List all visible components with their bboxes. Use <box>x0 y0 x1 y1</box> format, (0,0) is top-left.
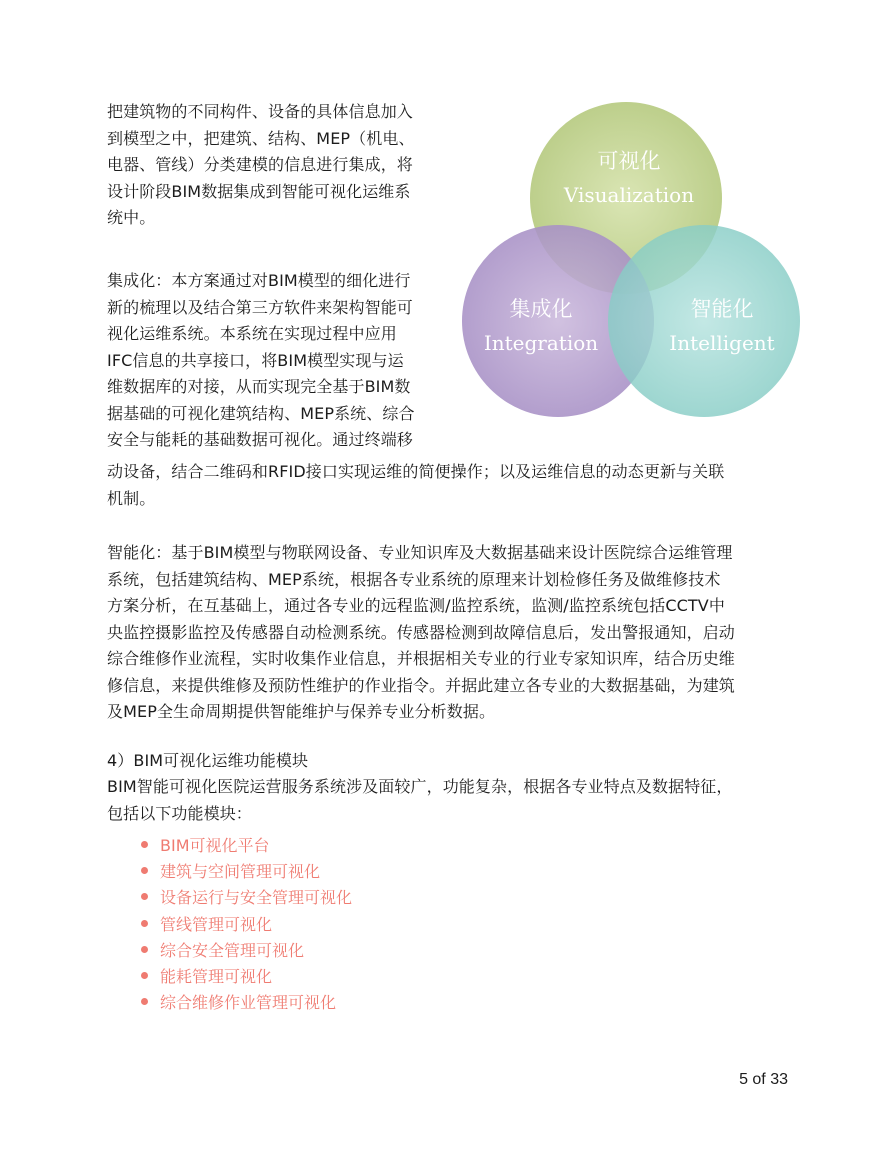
venn-diagram-svg <box>458 98 804 420</box>
text-line: 新的梳理以及结合第三方软件来架构智能可 <box>107 297 413 317</box>
text-line: 安全与能耗的基础数据可视化。通过终端移 <box>107 430 413 449</box>
text-line: 系统，包括建筑结构、MEP系统，根据各专业系统的原理来计划检修任务及做维修技术 <box>107 569 721 589</box>
section-heading <box>107 748 797 775</box>
list-item-label: 建筑与空间管理可视化 <box>160 861 321 881</box>
venn-label-intelligent-cn: 智能化 <box>690 297 754 321</box>
list-item <box>141 962 352 988</box>
list-item-label: 综合维修作业管理可视化 <box>160 993 337 1013</box>
list-item <box>141 884 352 910</box>
list-item <box>141 989 352 1015</box>
venn-circle-intelligent <box>608 225 800 417</box>
bullet-icon <box>141 998 148 1005</box>
integration-paragraph-continued <box>107 459 797 512</box>
list-item-label: 设备运行与安全管理可视化 <box>160 888 353 908</box>
text-line: 视化运维系统。本系统在实现过程中应用 <box>107 324 397 343</box>
section-heading-text: 4）BIM可视化运维功能模块 <box>107 751 309 770</box>
venn-diagram <box>458 98 804 420</box>
text-line: 方案分析，在互基础上，通过各专业的远程监测/监控系统，监测/监控系统包括CCTV中 <box>107 596 725 615</box>
venn-label-intelligent-en: Intelligent <box>669 331 775 355</box>
bullet-icon <box>141 893 148 900</box>
list-item <box>141 831 352 857</box>
text-line: BIM智能可视化医院运营服务系统涉及面较广，功能复杂，根据各专业特点及数据特征， <box>107 777 733 796</box>
text-line: 维数据库的对接，从而实现完全基于BIM数 <box>107 377 411 396</box>
text-line: 修信息，来提供维修及预防性维护的作业指令。并据此建立各专业的大数据基础，为建筑 <box>107 675 735 695</box>
venn-label-integration-en: Integration <box>483 331 599 355</box>
text-line: 智能化：基于BIM模型与物联网设备、专业知识库及大数据基础来设计医院综合运维管理 <box>107 543 733 562</box>
text-line: 把建筑物的不同构件、设备的具体信息加入 <box>107 102 413 121</box>
list-item-label: 综合安全管理可视化 <box>160 940 305 960</box>
list-item <box>141 857 352 883</box>
text-line: 到模型之中，把建筑、结构、MEP（机电、 <box>107 128 415 148</box>
text-line: 及MEP全生命周期提供智能维护与保养专业分析数据。 <box>107 702 496 721</box>
bullet-icon <box>141 841 148 848</box>
bullet-icon <box>141 920 148 927</box>
intro-paragraph <box>107 99 452 232</box>
text-line: IFC信息的共享接口，将BIM模型实现与运 <box>107 350 404 370</box>
text-line: 统中。 <box>107 208 156 227</box>
text-line: 动设备，结合二维码和RFID接口实现运维的简便操作；以及运维信息的动态更新与关联 <box>107 462 725 481</box>
venn-label-visualization-en: Visualization <box>563 183 695 207</box>
bullet-icon <box>141 972 148 979</box>
list-item <box>141 936 352 962</box>
integration-paragraph <box>107 268 452 454</box>
bullet-icon <box>141 867 148 874</box>
section-body <box>107 774 797 827</box>
text-line: 据基础的可视化建筑结构、MEP系统、综合 <box>107 403 415 423</box>
text-line: 设计阶段BIM数据集成到智能可视化运维系 <box>107 181 411 201</box>
venn-label-visualization-cn: 可视化 <box>597 149 661 173</box>
venn-label-integration-cn: 集成化 <box>509 297 573 321</box>
intelligence-paragraph <box>107 540 797 726</box>
bullet-icon <box>141 946 148 953</box>
list-item <box>141 910 352 936</box>
list-item-label: 能耗管理可视化 <box>160 967 273 987</box>
page-number: 5 of 33 <box>739 1071 788 1088</box>
list-item-label: BIM可视化平台 <box>160 835 270 855</box>
text-line: 集成化：本方案通过对BIM模型的细化进行 <box>107 271 411 290</box>
text-line: 央监控摄影监控及传感器自动检测系统。传感器检测到故障信息后，发出警报通知，启动 <box>107 622 735 642</box>
text-line: 机制。 <box>107 488 156 508</box>
module-list <box>141 831 352 1015</box>
text-line: 电器、管线）分类建模的信息进行集成，将 <box>107 155 413 174</box>
text-line: 综合维修作业流程，实时收集作业信息，并根据相关专业的行业专家知识库，结合历史维 <box>107 649 735 668</box>
list-item-label: 管线管理可视化 <box>160 914 273 934</box>
text-line: 包括以下功能模块： <box>107 803 252 823</box>
